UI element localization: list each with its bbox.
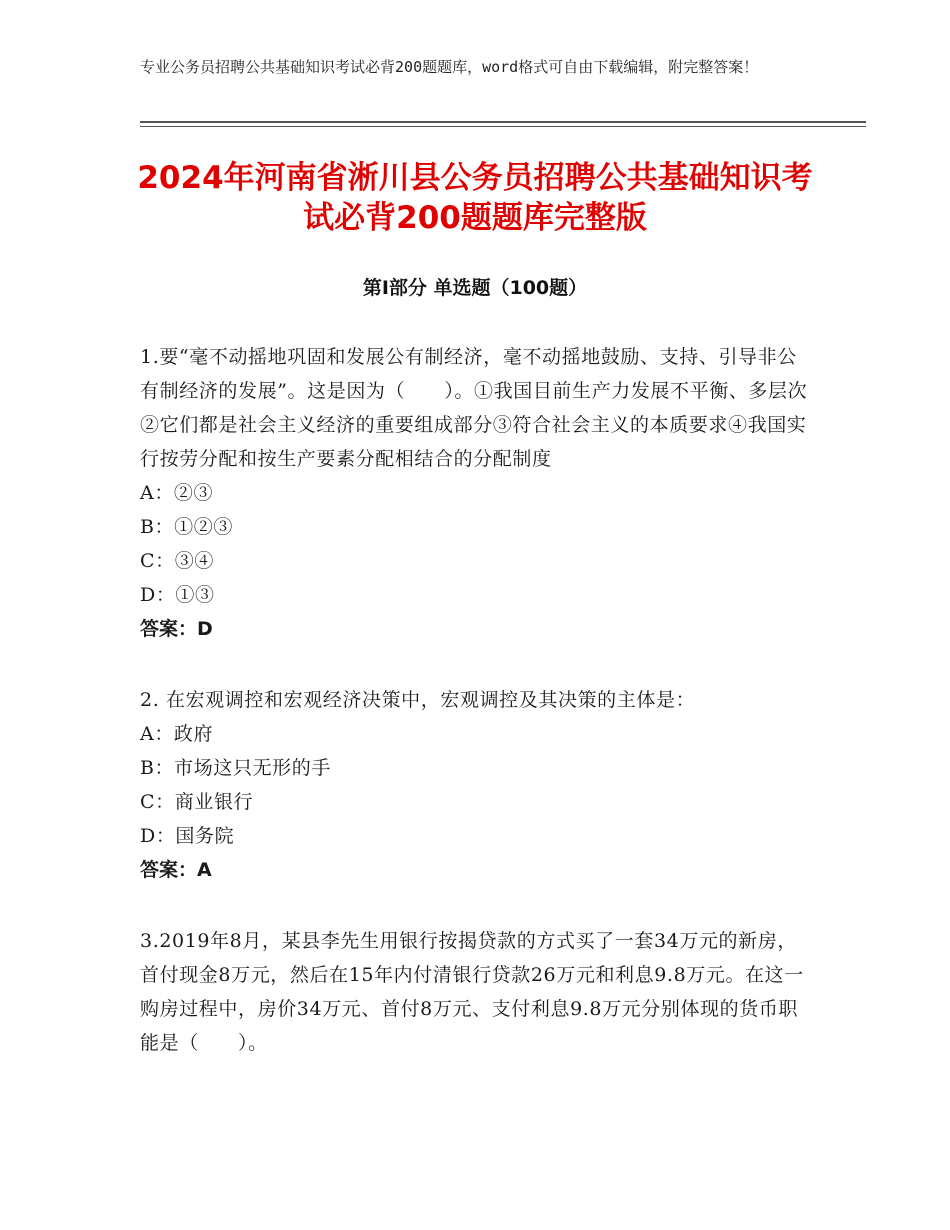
question-1: [140, 340, 810, 646]
header-divider-thin: [140, 126, 866, 127]
question-2: [140, 683, 810, 887]
section-heading: 第Ⅰ部分 单选题（100题）: [362, 277, 588, 299]
header-note: 专业公务员招聘公共基础知识考试必背200题题库，word格式可自由下载编辑，附完整答案！: [140, 58, 759, 76]
question-3: [140, 924, 810, 1060]
answer-line: 答案：D: [140, 618, 213, 640]
question-stem: 2. 在宏观调控和宏观经济决策中，宏观调控及其决策的主体是：: [140, 689, 696, 711]
option-a: A：政府: [140, 723, 214, 745]
option-a: A：②③: [140, 482, 214, 504]
option-b: B：市场这只无形的手: [140, 757, 331, 779]
question-stem: 3.2019年8月，某县李先生用银行按揭贷款的方式买了一套34万元的新房，首付现金8万元，然后在15年内付清银行贷款26万元和利息9.8万元。在这一购房过程中，房价34万元、首付8万元、支付利息9.8万元分别体现的货币职能是（ ）。: [140, 930, 804, 1054]
question-stem: 1.要“毫不动摇地巩固和发展公有制经济，毫不动摇地鼓励、支持、引导非公有制经济的发展”。这是因为（ ）。①我国目前生产力发展不平衡、多层次②它们都是社会主义经济的重要组成部分③符合社会主义的本质要求④我国实行按劳分配和按生产要素分配相结合的分配制度: [140, 346, 808, 470]
header-divider-thick: [140, 121, 866, 123]
answer-line: 答案：A: [140, 859, 212, 881]
option-c: C：商业银行: [140, 791, 254, 813]
option-d: D：①③: [140, 584, 215, 606]
option-c: C：③④: [140, 550, 214, 572]
option-b: B：①②③: [140, 516, 233, 538]
option-d: D：国务院: [140, 825, 235, 847]
document-title: 2024年河南省淅川县公务员招聘公共基础知识考试必背200题题库完整版: [137, 160, 813, 236]
question-list: [140, 340, 810, 1097]
